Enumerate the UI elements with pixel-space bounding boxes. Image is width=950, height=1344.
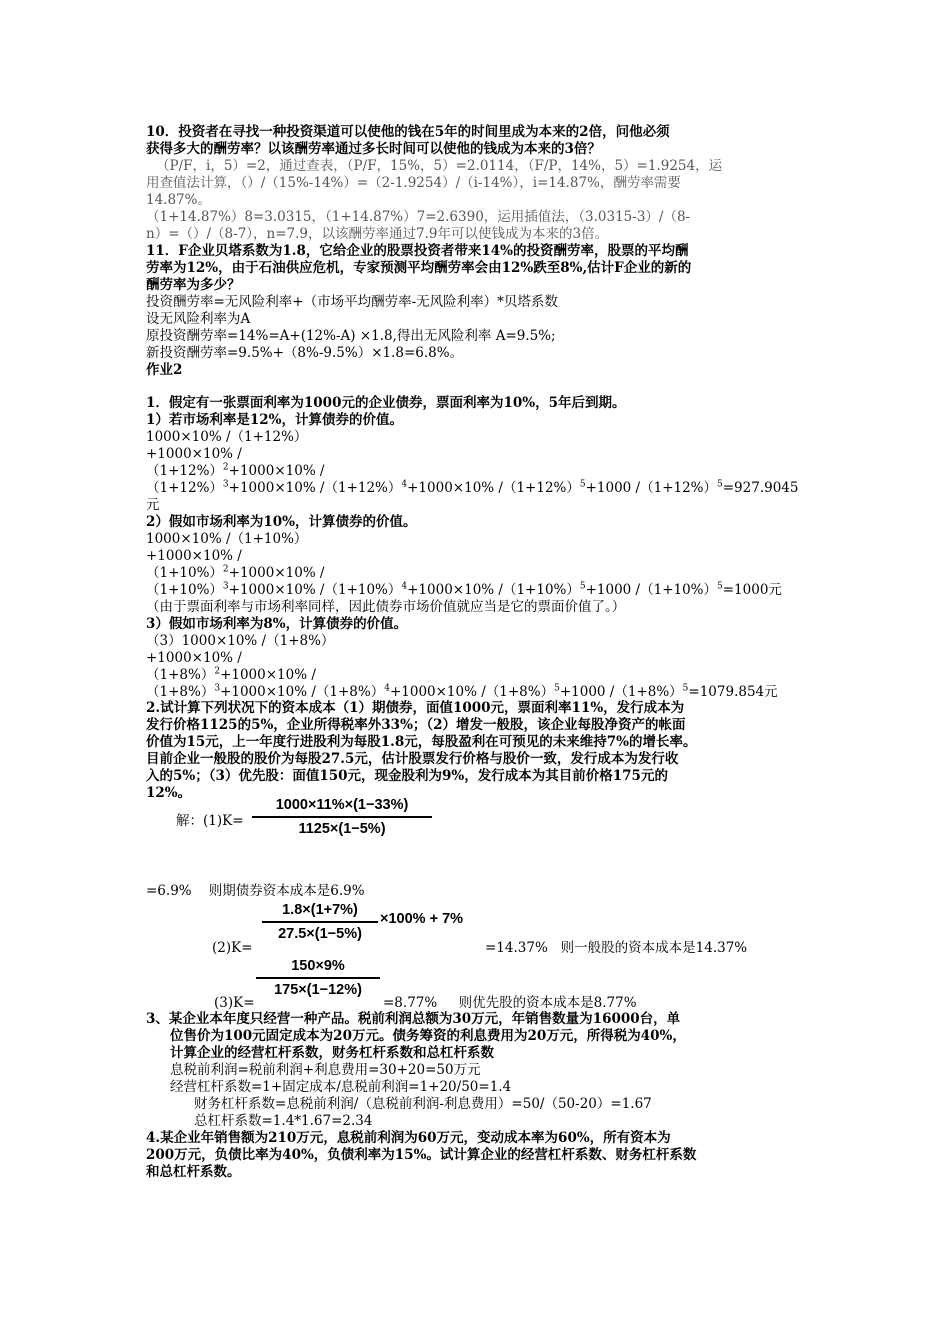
formula1-denominator: 1125×(1−5%) [298, 820, 386, 837]
bond-case3-line1: （3）1000×10% /（1+8%） [146, 633, 335, 649]
formula1-fraction [252, 797, 432, 837]
capital-cost-problem-line4: 目前企业一般股的股价为每股27.5元，估计股票发行价格与股价一致，发行成本为发行收 [146, 751, 679, 767]
formula2-label: (2)K= [212, 940, 253, 956]
leverage-problem3-line3: 计算企业的经营杠杆系数，财务杠杆系数和总杠杆系数 [170, 1045, 494, 1061]
leverage-answer-line3: 财务杠杆系数=息税前利润/（息税前利润-利息费用）=50/（50-20）=1.67 [194, 1096, 652, 1112]
formula3-result: =8.77% 则优先股的资本成本是8.77% [383, 995, 637, 1011]
leverage-answer-line1: 息税前利润=税前利润+利息费用=30+20=50万元 [170, 1062, 481, 1078]
q11-answer-line1: 投资酬劳率=无风险利率+（市场平均酬劳率-无风险利率）*贝塔系数 [146, 294, 558, 310]
bond-case2-line5: （由于票面利率与市场利率同样，因此债券市场价值就应当是它的票面价值了。） [146, 599, 626, 615]
bond-case3-line2: +1000×10% / [146, 650, 242, 666]
formula1-numerator: 1000×11%×(1−33%) [275, 797, 409, 813]
q10-answer-line4: （1+14.87%）8=3.0315，（1+14.87%）7=2.6390，运用插值法，（3.0315-3）/（8- [146, 209, 691, 225]
q10-title-line2: 获得多大的酬劳率？以该酬劳率通过多长时间可以使他的钱成为本来的3倍？ [146, 141, 601, 157]
bond-case1-line1: 1000×10% /（1+12%） [146, 429, 308, 445]
bond-case1-heading: 1）若市场利率是12%，计算债券的价值。 [146, 412, 404, 428]
leverage-answer-line4: 总杠杆系数=1.4*1.67=2.34 [194, 1113, 373, 1129]
capital-cost-problem-line6: 12%。 [146, 785, 192, 801]
leverage-problem3-line2: 位售价为100元固定成本为20万元。债务筹资的利息费用为20万元，所得税为40%， [170, 1028, 686, 1044]
bond-case3-line4: $(1+8\%)^3+1000\times 10\%$ $/(1+8\%)^4+1000\times 10\%$ $/(1+8\%)^5+1000$ $/(1+8\%)^5=1079.854$元 [146, 683, 778, 700]
bond-case3-line3: $(1+8\%)^2+1000\times 10\%$ / [146, 666, 316, 683]
bond-problem-title: 1．假定有一张票面利率为1000元的企业债券，票面利率为10%，5年后到期。 [146, 395, 626, 411]
bond-case2-line3: $(1+10\%)^2+1000\times 10\%$ / [146, 564, 325, 581]
bond-case2-heading: 2）假如市场利率为10%，计算债券的价值。 [146, 514, 417, 530]
bond-case2-line4: $(1+10\%)^3+1000\times 10\%$ $/(1+10\%)^4+1000\times 10\%$ $/(1+10\%)^5+1000$ $/(1+10\%)^5=1000$元 [146, 581, 782, 598]
capital-cost-problem-line5: 入的5%；（3）优先股：面值150元，现金股利为9%，发行成本为其目前价格175元的 [146, 768, 668, 784]
homework-2-heading: 作业2 [146, 362, 183, 378]
formula2-denominator: 27.5×(1−5%) [278, 925, 362, 942]
q11-title-line3: 酬劳率为多少？ [146, 277, 241, 293]
q11-answer-line4: 新投资酬劳率=9.5%+（8%-9.5%）×1.8=6.8%。 [146, 345, 464, 361]
leverage-problem4-line1: 4.某企业年销售额为210万元，息税前利润为60万元，变动成本率为60%，所有资本为 [146, 1130, 671, 1146]
leverage-problem4-line3: 和总杠杆系数。 [146, 1164, 241, 1180]
q11-title-line2: 劳率为12%，由于石油供应危机，专家预测平均酬劳率会由12%跌至8%,估计F企业的新的 [146, 260, 692, 276]
formula2-numerator: 1.8×(1+7%) [282, 902, 358, 918]
formula3-label: (3)K= [214, 995, 255, 1011]
bond-case1-line3: $(1+12\%)^2+1000\times 10\%$ / [146, 462, 325, 479]
bond-case3-heading: 3）假如市场利率为8%，计算债券的价值。 [146, 616, 408, 632]
q10-answer-line2: 用查值法计算，（）/（15%-14%）=（2-1.9254）/（i-14%），i=14.87%，酬劳率需要 [146, 175, 681, 191]
q10-answer-line3: 14.87%。 [146, 192, 211, 208]
capital-cost-problem-line3: 价值为15元，上一年度行进股利为每股1.8元，每股盈利在可预见的未来维持7%的增长率。 [146, 734, 697, 750]
bond-case1-line2: +1000×10% / [146, 446, 242, 462]
formula2-fraction [262, 902, 378, 942]
formula1-label: 解：(1)K= [176, 813, 244, 829]
q10-answer-line1: （P/F，i，5）=2，通过查表，（P/F，15%，5）=2.0114，（F/P，14%，5）=1.9254，运 [156, 158, 723, 174]
formula2-result: =14.37% 则一般股的资本成本是14.37% [485, 940, 748, 956]
leverage-answer-line2: 经营杠杆系数=1+固定成本/息税前利润=1+20/50=1.4 [170, 1079, 512, 1095]
leverage-problem3-line1: 3、某企业本年度只经营一种产品。税前利润总额为30万元，年销售数量为16000台，单 [146, 1011, 681, 1027]
bond-case2-line2: +1000×10% / [146, 548, 242, 564]
formula3-numerator: 150×9% [291, 958, 345, 974]
bond-case2-line1: 1000×10% /（1+10%） [146, 531, 308, 547]
q10-title-line1: 10．投资者在寻找一种投资渠道可以使他的钱在5年的时间里成为本来的2倍，问他必须 [146, 124, 670, 140]
formula3-denominator: 175×(1−12%) [274, 981, 362, 998]
q11-answer-line2: 设无风险利率为A [146, 311, 251, 327]
capital-cost-problem-line1: 2.试计算下列状况下的资本成本（1）期债券，面值1000元，票面利率11%，发行成本为 [146, 700, 685, 716]
bond-case1-line4: $(1+12\%)^3+1000\times 10\%$ $/(1+12\%)^4+1000\times 10\%$ $/(1+12\%)^5+1000$ $/(1+12\%)^5=927.9045$ [146, 479, 799, 496]
formula2-tail: ×100% + 7% [380, 911, 464, 927]
bond-case1-line5: 元 [146, 497, 160, 513]
q11-answer-line3: 原投资酬劳率=14%=A+(12%-A) ×1.8,得出无风险利率 A=9.5%; [146, 328, 556, 344]
q10-answer-line5: n）=（）/（8-7），n=7.9，以该酬劳率通过7.9年可以使钱成为本来的3倍。 [146, 226, 609, 242]
q11-title-line1: 11．F企业贝塔系数为1.8，它给企业的股票投资者带来14%的投资酬劳率，股票的平均酬 [146, 243, 689, 259]
leverage-problem4-line2: 200万元，负债比率为40%，负债利率为15%。试计算企业的经营杠杆系数、财务杠杆系数 [146, 1147, 697, 1163]
formula1-result: =6.9% 则期债券资本成本是6.9% [146, 883, 365, 899]
formula3-fraction [256, 958, 380, 998]
capital-cost-problem-line2: 发行价格1125的5%，企业所得税率外33%；（2）增发一般股，该企业每股净资产的帐面 [146, 717, 686, 733]
